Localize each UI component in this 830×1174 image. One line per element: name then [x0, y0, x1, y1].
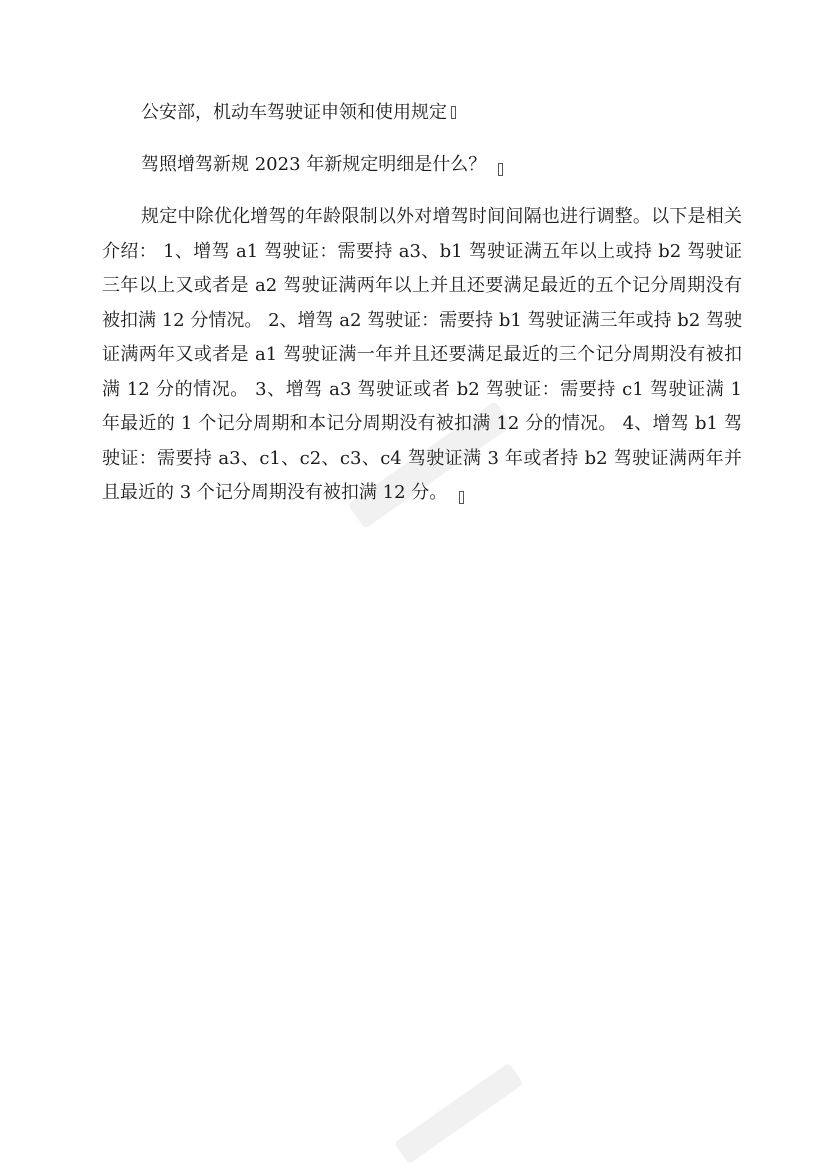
paragraph-mark-icon — [451, 106, 456, 119]
heading-1-text: 公安部，机动车驾驶证申领和使用规定 — [141, 102, 447, 123]
heading-2-text: 驾照增驾新规 2023 年新规定明细是什么？ — [141, 154, 487, 175]
document-heading-2 — [141, 150, 503, 176]
paragraph-mark-icon — [459, 491, 464, 504]
watermark-stamp-bottom — [360, 1060, 560, 1170]
body-paragraph — [102, 200, 742, 511]
paragraph-mark-icon — [498, 163, 503, 176]
body-paragraph-text: 规定中除优化增驾的年龄限制以外对增驾时间间隔也进行调整。以下是相关介绍： 1、增驾 a1 驾驶证：需要持 a3、b1 驾驶证满五年以上或持 b2 驾驶证三年以上又或者是 a2 驾驶证满两年以上并且还要满足最近的五个记分周期没有被扣满 12 分情况。 2、增驾 a2 驾驶证：需要持 b1 驾驶证满三年或持 b2 驾驶证满两年又或者是 a1 驾驶证满一年并且还要满足最近的三个记分周期没有被扣满 12 分的情况。 3、增驾 a3 驾驶证或者 b2 驾驶证：需要持 c1 驾驶证满 1 年最近的 1 个记分周期和本记分周期没有被扣满 12 分的情况。 4、增驾 b1 驾驶证：需要持 a3、c1、c2、c3、c4 驾驶证满 3 年或者持 b2 驾驶证满两年并且最近的 3 个记分周期没有被扣满 12 分。 — [102, 206, 742, 503]
document-heading-1 — [141, 98, 456, 124]
